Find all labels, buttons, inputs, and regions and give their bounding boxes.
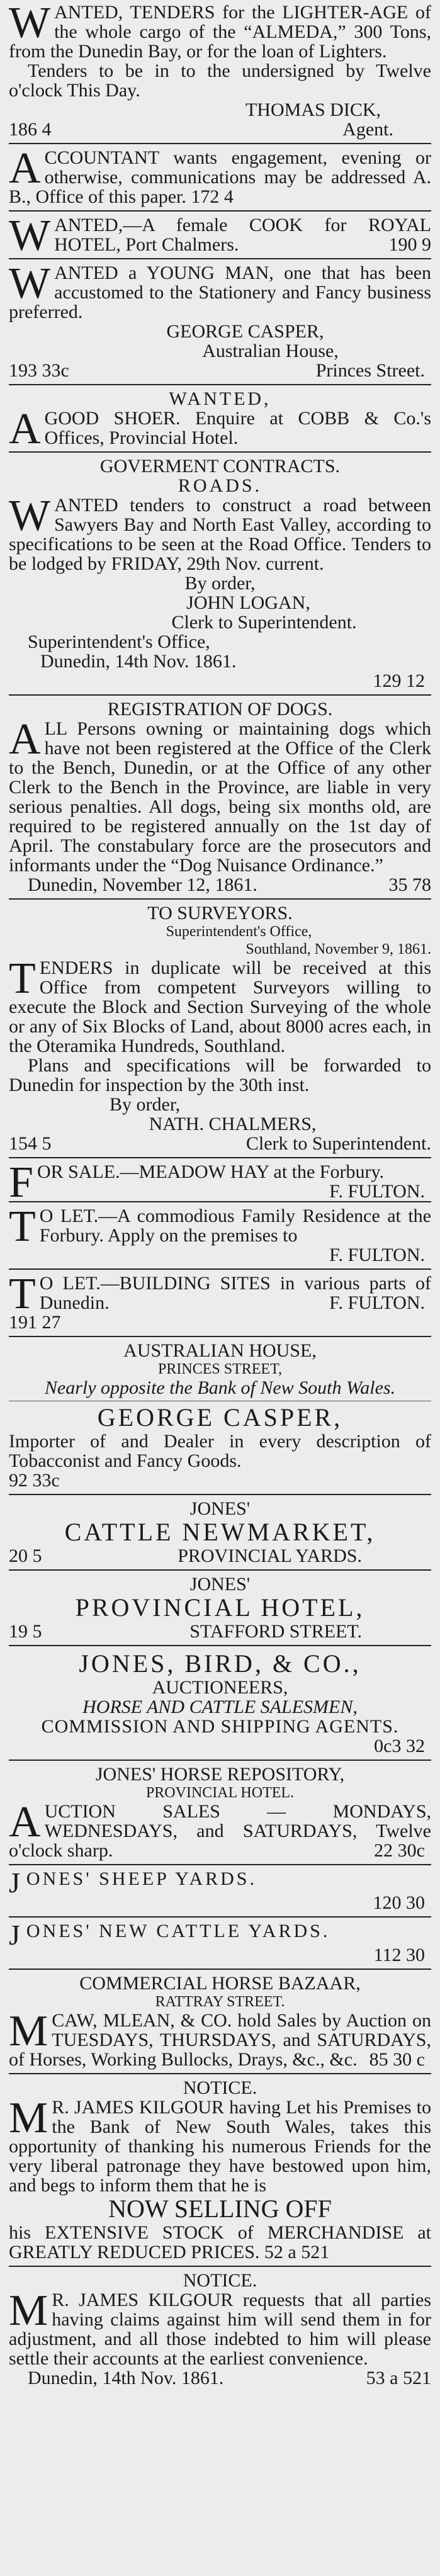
ad-top: JONES' <box>189 1574 251 1595</box>
ad-signature: JOHN LOGAN, <box>186 592 310 613</box>
ad-accountant <box>9 144 431 207</box>
ad-cattle-newmarket <box>9 1499 431 1566</box>
divider <box>9 1268 431 1270</box>
divider <box>9 1760 431 1761</box>
ad-heading: WANTED, <box>169 388 271 409</box>
ad-role: Clerk to Superintendent. <box>245 1133 431 1154</box>
drop-cap: W <box>9 259 51 308</box>
ad-date: Southland, November 9, 1861. <box>245 941 431 958</box>
ad-subheading: PROVINCIAL HOTEL. <box>145 1785 295 1801</box>
divider <box>9 1864 431 1865</box>
ad-signature: F. FULTON. <box>329 1245 425 1265</box>
ad-street: Princes Street. <box>315 360 425 381</box>
drop-cap: F <box>9 1158 33 1207</box>
ad-body: GOOD SHOER. Enquire at COBB & Co.'s Offices, Provincial Hotel. <box>44 408 431 448</box>
ad-place: Australian House, <box>202 341 339 361</box>
drop-cap: A <box>9 1798 41 1846</box>
ad-body: CAW, MLEAN, & CO. hold Sales by Auction on TUESDAYS, THURSDAYS, and SATURDAYS, of Horses, Working Bullocks, Drays, &c., &c. <box>9 2010 431 2070</box>
ad-body: ENDERS in duplicate will be received at this Office from competent Surveyors willing to execute the Block and Section Surveying of the whole or any of Six Blocks of Land, about 8000 acres each, in the Oteramika Hundreds, Southland. <box>9 958 431 1056</box>
ad-subheading: PROVINCIAL YARDS. <box>178 1545 362 1566</box>
ad-body: ANTED,—A female COOK for ROYAL HOTEL, Port Chalmers. <box>54 215 431 255</box>
ad-body: OR SALE.—MEADOW HAY at the Forbury. <box>37 1161 385 1182</box>
ad-body-2: his EXTENSIVE STOCK of MERCHANDISE at GREATLY REDUCED PRICES. <box>9 2222 431 2262</box>
ad-heading: AUSTRALIAN HOUSE, <box>123 1340 317 1361</box>
ad-ref: 154 5 <box>9 1133 52 1154</box>
ad-body: R. JAMES KILGOUR requests that all parties having claims against him will send them in for adjustment, and all those indebted to him will please settle their accounts at the earliest convenience. <box>9 2290 431 2369</box>
ad-ref: 120 30 <box>373 1892 425 1913</box>
ad-heading: GOVERMENT CONTRACTS. <box>99 456 341 477</box>
ad-signature: GEORGE CASPER, <box>166 321 324 342</box>
ad-big-line: NOW SELLING OFF <box>108 2195 332 2223</box>
ad-heading: REGISTRATION OF DOGS. <box>107 699 333 720</box>
ad-order: By order, <box>184 573 256 594</box>
divider <box>9 1969 431 1970</box>
ad-jones-bird-co <box>9 1650 431 1756</box>
ad-provincial-hotel <box>9 1574 431 1641</box>
ad-signature: F. FULTON. <box>329 1181 425 1202</box>
ad-ref: 172 4 <box>191 186 234 207</box>
ad-government-contracts <box>9 456 431 691</box>
ad-role: Agent. <box>342 119 393 140</box>
ad-body: ONES' NEW CATTLE YARDS. <box>26 1921 330 1941</box>
ad-role: Clerk to Superintendent. <box>171 612 357 633</box>
ad-from: Superintendent's Office, <box>166 924 312 940</box>
divider <box>9 1645 431 1646</box>
divider <box>9 143 431 144</box>
ad-ref: 85 30 c <box>369 2049 425 2070</box>
ad-cook-wanted <box>9 212 431 260</box>
ad-heading: TO SURVEYORS. <box>147 903 293 924</box>
divider <box>9 384 431 385</box>
ad-to-surveyors <box>9 903 431 1153</box>
drop-cap: J <box>9 1867 23 1899</box>
ad-date: Dunedin, November 12, 1861. <box>28 874 257 895</box>
ad-ref: 35 78 <box>388 874 431 895</box>
divider <box>9 210 431 212</box>
drop-cap: J <box>9 1919 23 1951</box>
ad-new-cattle-yards <box>9 1921 431 1965</box>
ad-ref: 20 5 <box>9 1545 42 1566</box>
ad-ref: 193 33c <box>9 360 69 381</box>
drop-cap: A <box>9 144 41 193</box>
ad-commercial-horse-bazaar <box>9 1974 431 2069</box>
ad-ref: 129 12 <box>373 670 425 691</box>
ad-signature: F. FULTON. <box>329 1292 425 1313</box>
drop-cap: T <box>9 1202 36 1251</box>
ad-heading: JONES, BIRD, & CO., <box>79 1649 361 1678</box>
divider <box>9 694 431 696</box>
divider <box>9 1336 431 1337</box>
ad-young-man-wanted <box>9 259 431 381</box>
ad-subheading: AUCTIONEERS, <box>152 1677 288 1698</box>
ad-line-2: COMMISSION AND SHIPPING AGENTS. <box>41 1716 399 1737</box>
ad-ref: 190 9 <box>388 234 431 255</box>
ad-shoer-wanted <box>9 388 431 453</box>
divider <box>9 258 431 259</box>
divider <box>9 1569 431 1571</box>
ad-heading: COMMERCIAL HORSE BAZAAR, <box>79 1973 361 1994</box>
ad-body: O LET.—A commodious Family Residence at the Forbury. Apply on the premises to <box>39 1206 431 1246</box>
drop-cap: A <box>9 405 41 453</box>
ad-family-residence <box>9 1202 431 1265</box>
ad-line: HORSE AND CATTLE SALESMEN, <box>82 1697 358 1717</box>
ad-ref: 53 a 521 <box>366 2368 431 2388</box>
ad-heading: NOTICE. <box>183 2270 257 2291</box>
drop-cap: A <box>9 715 41 764</box>
ad-sheep-yards <box>9 1869 431 1912</box>
drop-cap: W <box>9 212 51 260</box>
ad-ref: 52 a 521 <box>264 2242 330 2262</box>
ad-signature: THOMAS DICK, <box>245 99 381 120</box>
ad-meadow-hay <box>9 1158 431 1207</box>
ad-body: CCOUNTANT wants engagement, evening or otherwise, communications may be addressed A. B., Office of this paper. <box>9 147 431 207</box>
ad-body: O LET.—BUILDING SITES in various parts of Dunedin. <box>39 1273 431 1313</box>
drop-cap: M <box>9 2286 48 2335</box>
ad-order: By order, <box>110 1094 181 1115</box>
ad-line: Nearly opposite the Bank of New South Wales. <box>44 1377 396 1398</box>
ad-body: UCTION SALES — MONDAYS, WEDNESDAYS, and SATURDAYS, Twelve o'clock sharp. <box>9 1801 431 1861</box>
ad-ref: 92 33c <box>9 1470 60 1491</box>
ad-body: R. JAMES KILGOUR having Let his Premises to the Bank of New South Wales, takes this opportunity of thanking his numerous Friends for the very liberal patronage they have bestowed upon him, and begs to inform them that he is <box>9 2097 431 2196</box>
ad-ref: 186 4 <box>9 119 52 140</box>
ad-ref: 22 30c <box>374 1840 425 1861</box>
ad-body: ONES' SHEEP YARDS. <box>26 1868 257 1889</box>
ad-heading: NOTICE. <box>183 2077 257 2098</box>
ad-ref: 0c3 32 <box>374 1736 425 1756</box>
ad-subheading: ROADS. <box>178 475 262 496</box>
divider <box>9 2266 431 2267</box>
ad-horse-repository <box>9 1765 431 1860</box>
divider <box>9 2073 431 2074</box>
ad-body: ANTED, TENDERS for the LIGHTER-AGE of the whole cargo of the “ALMEDA,” 300 Tons, from the Dunedin Bay, or for the loan of Lighters. <box>9 2 431 62</box>
ad-notice-selling-off <box>9 2078 431 2262</box>
ad-body-2: Plans and specifications will be forwarded to Dunedin for inspection by the 30th inst. <box>9 1055 431 1095</box>
ad-body: ANTED a YOUNG MAN, one that has been accustomed to the Stationery and Fancy business preferred. <box>9 263 431 322</box>
divider <box>9 1157 431 1158</box>
drop-cap: W <box>9 0 51 47</box>
ad-body: ANTED tenders to construct a road between Sawyers Bay and North East Valley, according to specifications to be seen at the Road Office. Tenders to be lodged by FRIDAY, 29th Nov. current. <box>9 495 431 574</box>
drop-cap: M <box>9 2094 48 2142</box>
divider <box>9 1494 431 1495</box>
drop-cap: T <box>9 954 36 1003</box>
ad-ref: 19 5 <box>9 1621 42 1642</box>
ad-signature: NATH. CHALMERS, <box>149 1114 317 1134</box>
ad-heading: JONES' HORSE REPOSITORY, <box>95 1764 345 1785</box>
ad-from: Superintendent's Office, <box>28 631 210 652</box>
drop-cap: W <box>9 492 51 540</box>
ad-australian-house <box>9 1341 431 1490</box>
ad-top: JONES' <box>189 1498 251 1519</box>
ad-body: LL Persons owning or maintaining dogs which have not been registered at the Office of the Clerk to the Bench, Dunedin, or at the Office of any other Clerk to the Bench in the Province, are liable in very serious penalties. All dogs, being six months old, are required to be registered annually on the 1st day of April. The constabulary force are the prosecutors and informants under the “Dog Nuisance Ordinance.” <box>9 718 431 876</box>
ad-subheading: STAFFORD STREET. <box>189 1621 362 1642</box>
ad-date: Dunedin, 14th Nov. 1861. <box>40 651 237 672</box>
divider <box>9 451 431 453</box>
ad-name: GEORGE CASPER, <box>97 1403 343 1432</box>
ad-notice-claims <box>9 2271 431 2388</box>
ad-subheading: RATTRAY STREET. <box>155 1994 285 2010</box>
ad-body: Importer of and Dealer in every description of Tobacconist and Fancy Goods. <box>9 1431 431 1471</box>
ad-ref: 191 27 <box>9 1312 61 1333</box>
drop-cap: M <box>9 2007 48 2055</box>
ad-heading: PROVINCIAL HOTEL, <box>75 1593 365 1622</box>
ad-building-sites <box>9 1270 431 1333</box>
ad-date: Dunedin, 14th Nov. 1861. <box>28 2368 224 2388</box>
ad-lighterage-tenders <box>9 0 431 140</box>
divider <box>9 1916 431 1918</box>
ad-subheading: PRINCES STREET, <box>158 1361 282 1377</box>
ad-registration-of-dogs <box>9 699 431 895</box>
ad-heading: CATTLE NEWMARKET, <box>64 1518 376 1546</box>
divider <box>9 898 431 900</box>
ad-ref: 112 30 <box>373 1945 425 1965</box>
drop-cap: T <box>9 1270 36 1318</box>
ad-body-2: Tenders to be in to the undersigned by Twelve o'clock This Day. <box>9 60 431 101</box>
